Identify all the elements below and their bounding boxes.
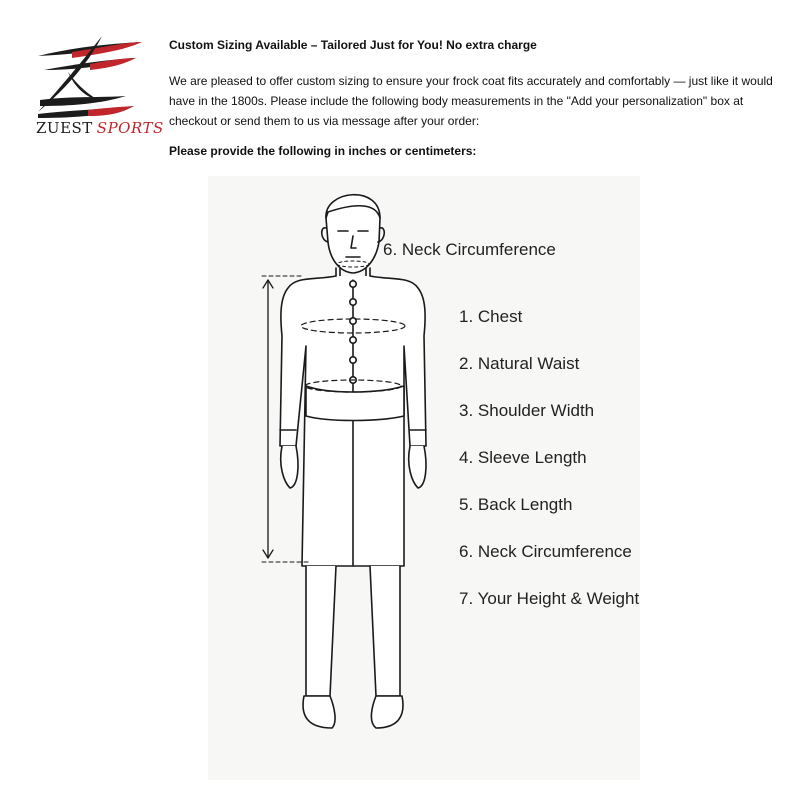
neck-circumference-callout: 6. Neck Circumference — [383, 240, 556, 259]
brand-name-part2: SPORTS — [96, 119, 164, 137]
brand-name-part1: ZUEST — [36, 119, 93, 137]
list-item: 1. Chest — [459, 307, 523, 326]
list-item: 7. Your Height & Weight — [459, 589, 640, 608]
intro-paragraph: We are pleased to offer custom sizing to ensure your frock coat fits accurately and comfortably — just like it would have in the 1800s. Please include the following body measurements in the "Add your personalization" box at checkout or send them to us via message after your order: — [169, 74, 773, 128]
brand-wordmark — [36, 119, 164, 137]
list-item: 6. Neck Circumference — [459, 542, 632, 561]
page-headline: Custom Sizing Available – Tailored Just for You! No extra charge — [169, 38, 537, 52]
list-item: 4. Sleeve Length — [459, 448, 587, 467]
list-item: 3. Shoulder Width — [459, 401, 595, 420]
measurements-heading: Please provide the following in inches or centimeters: — [169, 144, 477, 158]
list-item: 5. Back Length — [459, 495, 573, 514]
measurement-list — [459, 307, 639, 636]
list-item: 2. Natural Waist — [459, 354, 580, 373]
